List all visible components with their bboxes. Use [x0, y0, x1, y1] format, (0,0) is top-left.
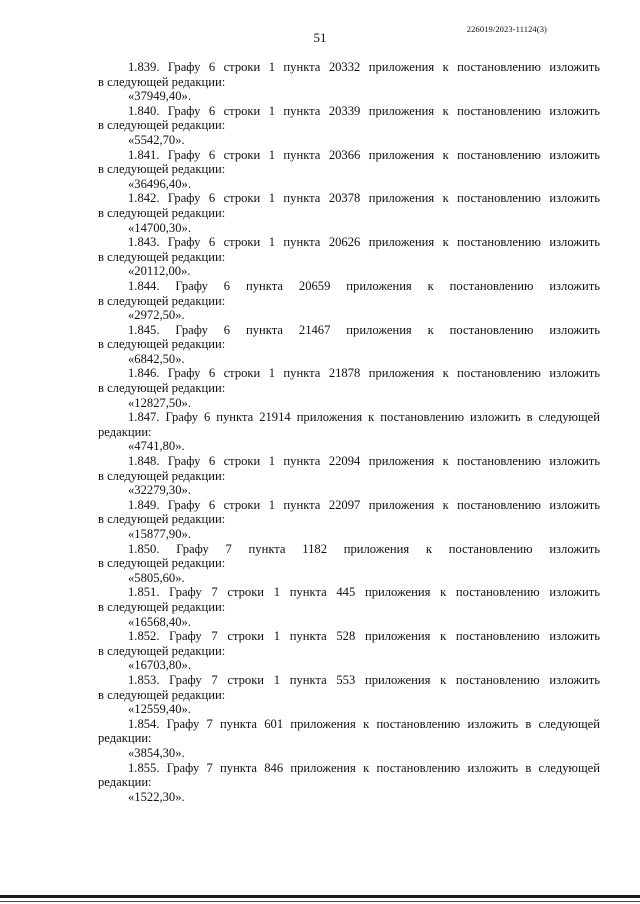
amendment-item	[98, 410, 600, 454]
amendment-text-continuation: редакции:	[98, 775, 152, 790]
amendment-text-continuation: в следующей редакции:	[98, 599, 226, 614]
amendment-value: «3854,30».	[128, 745, 185, 760]
amendment-text-continuation: в следующей редакции:	[98, 337, 226, 352]
amendment-text: 1.849. Графу 6 строки 1 пункта 22097 приложения к постановлению изложить	[128, 497, 600, 512]
amendment-item	[98, 542, 600, 586]
amendment-value: «37949,40».	[128, 89, 191, 104]
amendment-item	[98, 60, 600, 104]
footer-rule	[0, 895, 640, 898]
amendment-text-continuation: в следующей редакции:	[98, 687, 226, 702]
amendment-text: 1.840. Графу 6 строки 1 пункта 20339 приложения к постановлению изложить	[128, 103, 600, 118]
amendment-text-continuation: в следующей редакции:	[98, 162, 226, 177]
amendment-text: 1.839. Графу 6 строки 1 пункта 20332 приложения к постановлению изложить	[128, 60, 600, 74]
amendment-item	[98, 235, 600, 279]
amendment-item	[98, 148, 600, 192]
amendment-text-continuation: редакции:	[98, 731, 152, 746]
amendment-text-continuation: в следующей редакции:	[98, 468, 226, 483]
amendment-value: «5805,60».	[128, 570, 185, 585]
footer-rule-thin	[0, 901, 640, 902]
amendment-item	[98, 761, 600, 805]
amendment-text: 1.852. Графу 7 строки 1 пункта 528 приложения к постановлению изложить	[128, 629, 600, 644]
page-number: 51	[313, 30, 327, 45]
amendment-text-continuation: в следующей редакции:	[98, 205, 226, 220]
amendment-value: «12827,50».	[128, 395, 191, 410]
amendment-item	[98, 454, 600, 498]
amendment-value: «4741,80».	[128, 439, 185, 454]
amendment-value: «1522,30».	[128, 789, 185, 804]
amendment-value: «14700,30».	[128, 220, 191, 235]
amendment-value: «6842,50».	[128, 351, 185, 366]
amendment-text-continuation: в следующей редакции:	[98, 512, 226, 527]
amendment-value: «32279,30».	[128, 483, 191, 498]
amendment-item	[98, 585, 600, 629]
amendment-text: 1.846. Графу 6 строки 1 пункта 21878 приложения к постановлению изложить	[128, 366, 600, 381]
amendment-item	[98, 279, 600, 323]
amendment-item	[98, 498, 600, 542]
amendment-item	[98, 673, 600, 717]
amendment-value: «20112,00».	[128, 264, 191, 279]
amendment-item	[98, 366, 600, 410]
amendment-value: «5542,70».	[128, 132, 185, 147]
amendment-text: 1.855. Графу 7 пункта 846 приложения к постановлению изложить в следующей	[128, 760, 600, 775]
amendment-text: 1.851. Графу 7 строки 1 пункта 445 приложения к постановлению изложить	[128, 585, 600, 600]
amendment-text-continuation: в следующей редакции:	[98, 74, 226, 89]
amendment-value: «15877,90».	[128, 527, 191, 541]
amendment-text: 1.841. Графу 6 строки 1 пункта 20366 приложения к постановлению изложить	[128, 147, 600, 162]
amendment-text-continuation: в следующей редакции:	[98, 293, 226, 308]
document-id: 226019/2023-11124(3)	[466, 24, 547, 34]
amendment-value: «12559,40».	[128, 702, 191, 717]
amendment-text: 1.850. Графу 7 пункта 1182 приложения к постановлению изложить	[128, 541, 600, 556]
amendment-text-continuation: редакции:	[98, 424, 152, 439]
amendment-text: 1.854. Графу 7 пункта 601 приложения к постановлению изложить в следующей	[128, 716, 600, 731]
amendment-value: «16568,40».	[128, 614, 191, 629]
amendment-text: 1.845. Графу 6 пункта 21467 приложения к постановлению изложить	[128, 322, 600, 337]
amendment-item	[98, 191, 600, 235]
amendment-text: 1.853. Графу 7 строки 1 пункта 553 приложения к постановлению изложить	[128, 672, 600, 687]
amendment-value: «36496,40».	[128, 176, 191, 191]
amendment-item	[98, 104, 600, 148]
amendment-text: 1.848. Графу 6 строки 1 пункта 22094 приложения к постановлению изложить	[128, 454, 600, 469]
amendment-text: 1.847. Графу 6 пункта 21914 приложения к постановлению изложить в следующей	[128, 410, 600, 425]
amendment-text: 1.843. Графу 6 строки 1 пункта 20626 приложения к постановлению изложить	[128, 235, 600, 250]
amendment-text-continuation: в следующей редакции:	[98, 381, 226, 396]
amendment-item	[98, 717, 600, 761]
amendment-text-continuation: в следующей редакции:	[98, 118, 226, 133]
amendment-text-continuation: в следующей редакции:	[98, 556, 226, 571]
document-body	[98, 60, 600, 804]
amendment-text-continuation: в следующей редакции:	[98, 643, 226, 658]
amendment-text: 1.842. Графу 6 строки 1 пункта 20378 приложения к постановлению изложить	[128, 191, 600, 206]
amendment-text: 1.844. Графу 6 пункта 20659 приложения к постановлению изложить	[128, 278, 600, 293]
amendment-value: «16703,80».	[128, 658, 191, 673]
amendment-item	[98, 323, 600, 367]
amendment-text-continuation: в следующей редакции:	[98, 249, 226, 264]
amendment-item	[98, 629, 600, 673]
amendment-value: «2972,50».	[128, 308, 185, 323]
